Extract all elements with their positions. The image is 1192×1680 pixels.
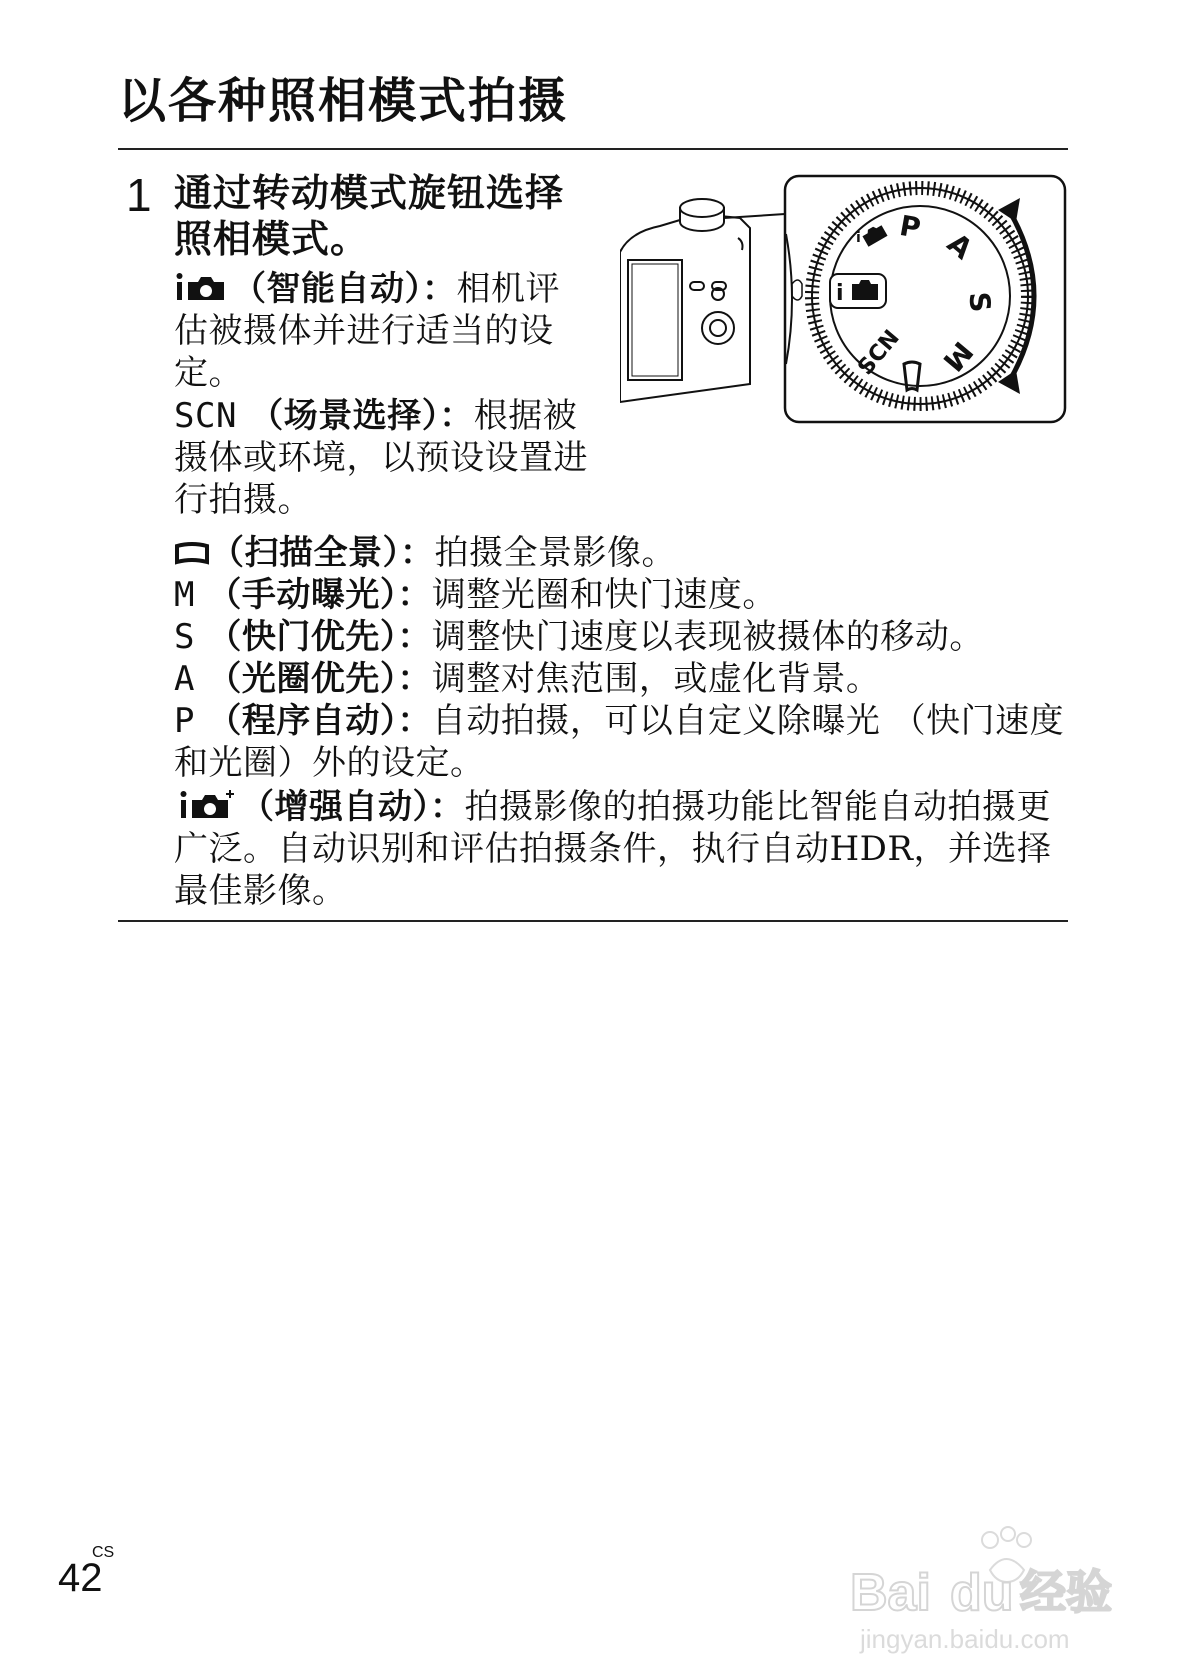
dial-label-s: S (962, 290, 997, 314)
mode-a-label: （光圈优先）： (194, 659, 432, 699)
mode-a-text: 调整对焦范围，或虚化背景。 (431, 659, 881, 699)
mode-iauto-plus-text: 拍摄影像的拍摄功能比智能自动拍摄更广泛。自动识别和评估拍摄条件，执行自动HDR，并选择最佳影像。 (174, 787, 1052, 911)
mode-p-row (174, 700, 1074, 784)
mode-m-label: （手动曝光）： (194, 575, 432, 615)
mode-m-text: 调整光圈和快门速度。 (431, 575, 777, 615)
dial-closeup (785, 176, 1065, 422)
page-number: 42 (58, 1556, 103, 1600)
mode-scn-text: 根据被摄体或环境，以预设设置进行拍摄。 (174, 396, 588, 520)
mode-a-code: A (174, 659, 195, 699)
step-title: 通过转动模式旋钮选择照相模式。 (174, 171, 565, 261)
mode-m-row (174, 574, 1074, 616)
mode-iauto-description (174, 268, 569, 394)
mode-s-row (174, 616, 1074, 658)
dial-label-iauto: i (836, 281, 844, 306)
mode-s-label: （快门优先）： (194, 617, 432, 657)
mode-pano-label: （扫描全景）： (210, 533, 435, 573)
mode-list (174, 532, 1074, 912)
mode-m-code: M (174, 575, 195, 615)
mode-s-text: 调整快门速度以表现被摄体的移动。 (431, 617, 984, 657)
dial-label-scn: SCN (853, 325, 905, 381)
mode-scn-description (174, 395, 594, 521)
bottom-rule (118, 920, 1068, 922)
dial-label-p: P (897, 208, 924, 245)
mode-iauto-plus-row (174, 786, 1074, 912)
mode-iauto-label: （智能自动）： (232, 269, 457, 309)
camera-body-drawing (620, 199, 785, 402)
mode-s-code: S (174, 617, 195, 657)
mode-a-row (174, 658, 1074, 700)
mode-pano-row (174, 532, 1074, 574)
watermark-url: jingyan.baidu.com (860, 1624, 1070, 1654)
dial-label-m: M (936, 334, 980, 378)
mode-scn-label: （场景选择）： (236, 396, 474, 436)
watermark-brand2: du (950, 1564, 1014, 1622)
language-code: CS (92, 1544, 115, 1561)
step-number: 1 (126, 169, 152, 221)
mode-p-text: 自动拍摄，可以自定义除曝光 （快门速度和光圈）外的设定。 (174, 701, 1065, 783)
mode-pano-text: 拍摄全景影像。 (434, 533, 676, 573)
dial-label-a: A (940, 226, 979, 266)
watermark-suffix: 经验 (1020, 1565, 1112, 1619)
dial-label-iauto-plus: i (856, 230, 861, 246)
mode-dial-illustration (620, 174, 1068, 426)
top-rule (118, 148, 1068, 150)
watermark-brand: Bai (850, 1564, 931, 1622)
mode-iauto-plus-label: （增强自动）： (240, 787, 465, 827)
baidu-watermark (850, 1520, 1140, 1660)
mode-iauto-text: 相机评估被摄体并进行适当的设定。 (174, 269, 560, 393)
mode-scn-code: SCN (174, 396, 237, 436)
panorama-icon (174, 538, 210, 568)
intelligent-auto-icon (174, 270, 232, 304)
mode-p-label: （程序自动）： (194, 701, 432, 741)
mode-p-code: P (174, 701, 195, 741)
superior-auto-icon (174, 788, 240, 822)
page-title: 以各种照相模式拍摄 (118, 73, 569, 129)
